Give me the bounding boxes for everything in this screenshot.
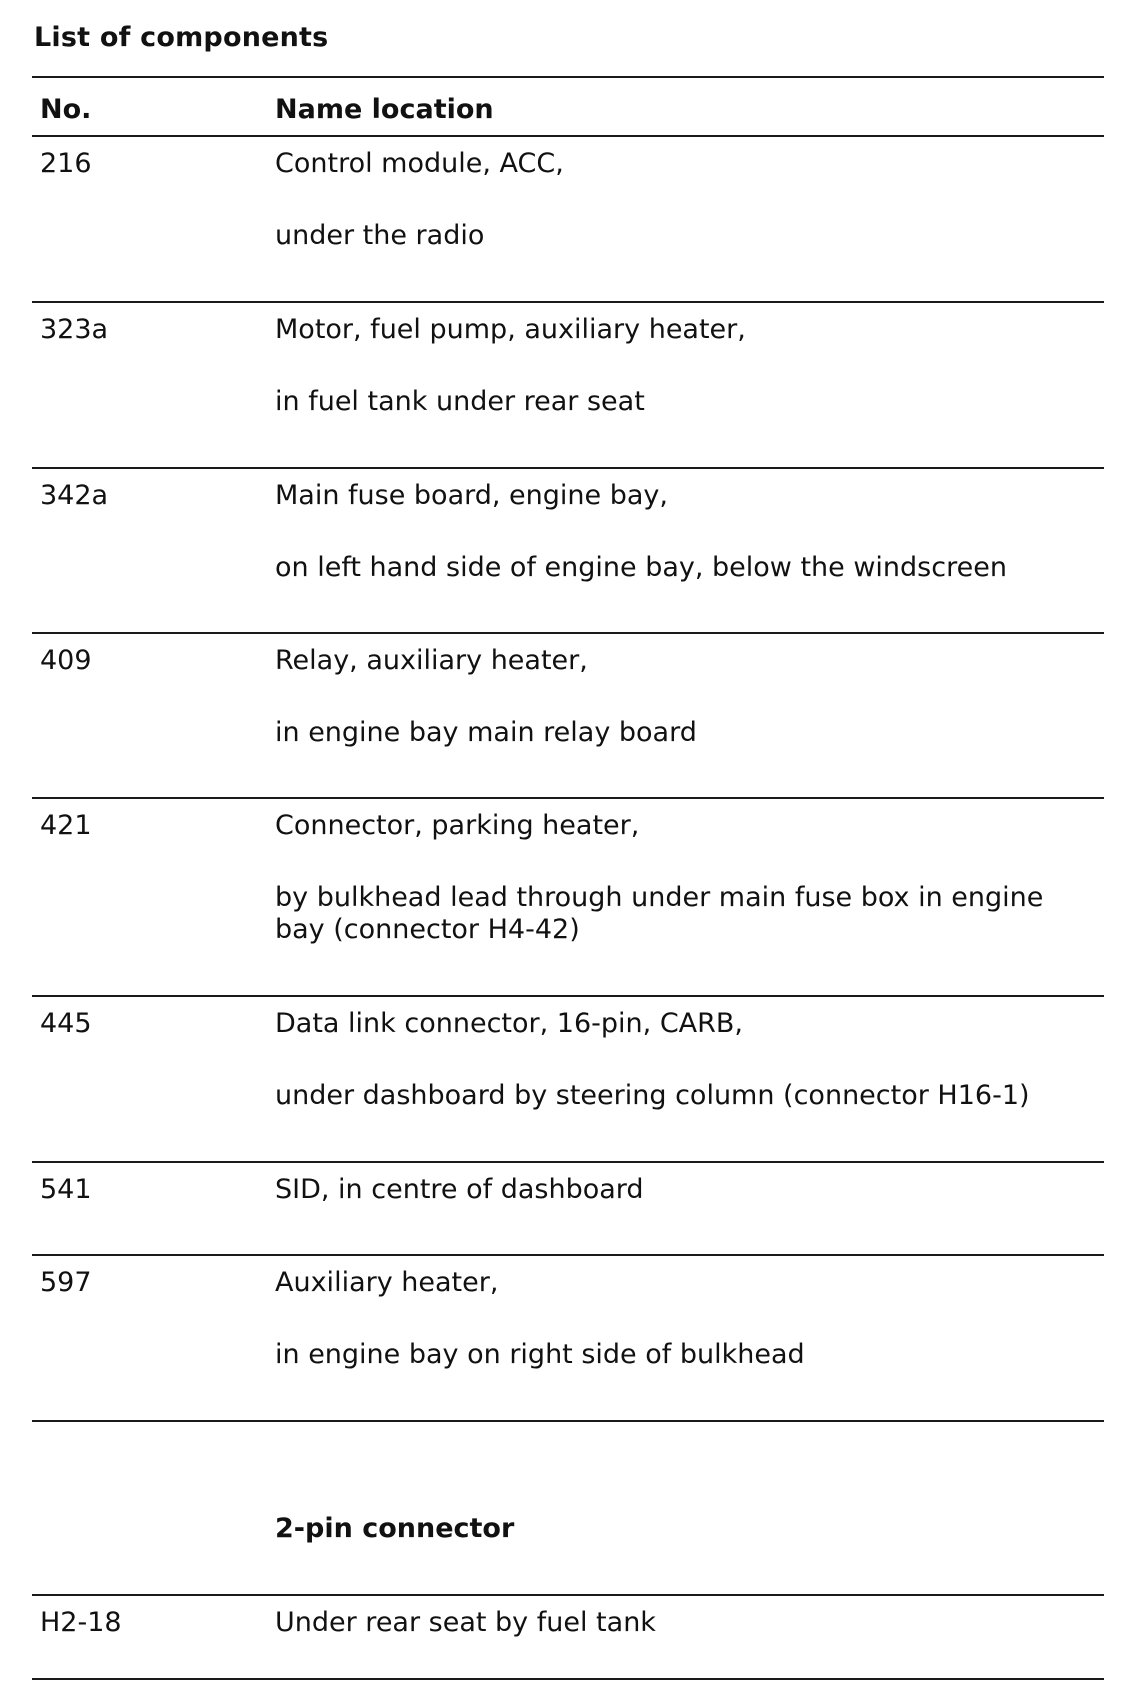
connector-row-location: Under rear seat by fuel tank bbox=[275, 1607, 656, 1638]
table-row-number: 323a bbox=[40, 314, 109, 345]
table-row-name: Relay, auxiliary heater, bbox=[275, 645, 588, 676]
table-row-name: Control module, ACC, bbox=[275, 148, 564, 179]
table-row-name: Auxiliary heater, bbox=[275, 1267, 499, 1298]
table-row-name: SID, in centre of dashboard bbox=[275, 1174, 644, 1205]
table-row-number: 342a bbox=[40, 480, 109, 511]
column-header-no: No. bbox=[40, 94, 92, 125]
table-top-rule bbox=[32, 76, 1104, 78]
table-row-number: 597 bbox=[40, 1267, 92, 1298]
row-divider bbox=[32, 467, 1104, 469]
connector-section-heading: 2-pin connector bbox=[275, 1513, 515, 1544]
page-title: List of components bbox=[34, 22, 329, 53]
row-divider bbox=[32, 797, 1104, 799]
table-row-number: 216 bbox=[40, 148, 92, 179]
table-row-number: 409 bbox=[40, 645, 92, 676]
row-divider bbox=[32, 1254, 1104, 1256]
header-bottom-rule bbox=[32, 135, 1104, 137]
table-row-name: Motor, fuel pump, auxiliary heater, bbox=[275, 314, 746, 345]
row-divider bbox=[32, 1420, 1104, 1422]
row-divider bbox=[32, 301, 1104, 303]
table-row-location: on left hand side of engine bay, below the windscreen bbox=[275, 552, 1007, 583]
connector-bottom-rule bbox=[32, 1678, 1104, 1680]
table-row-number: 541 bbox=[40, 1174, 92, 1205]
table-row-location: in engine bay on right side of bulkhead bbox=[275, 1339, 805, 1370]
row-divider bbox=[32, 995, 1104, 997]
table-row-name: Main fuse board, engine bay, bbox=[275, 480, 668, 511]
connector-top-rule bbox=[32, 1594, 1104, 1596]
table-row-location: in fuel tank under rear seat bbox=[275, 386, 645, 417]
connector-row-number: H2-18 bbox=[40, 1607, 122, 1638]
table-row-location: under dashboard by steering column (connector H16-1) bbox=[275, 1080, 1030, 1111]
table-row-number: 445 bbox=[40, 1008, 92, 1039]
row-divider bbox=[32, 1161, 1104, 1163]
table-row-location: by bulkhead lead through under main fuse box in engine bay (connector H4-42) bbox=[275, 882, 1044, 945]
table-row-name: Connector, parking heater, bbox=[275, 810, 640, 841]
row-divider bbox=[32, 632, 1104, 634]
table-row-number: 421 bbox=[40, 810, 92, 841]
table-row-location: under the radio bbox=[275, 220, 485, 251]
table-row-location: in engine bay main relay board bbox=[275, 717, 697, 748]
column-header-name-location: Name location bbox=[275, 94, 494, 125]
table-row-name: Data link connector, 16-pin, CARB, bbox=[275, 1008, 744, 1039]
